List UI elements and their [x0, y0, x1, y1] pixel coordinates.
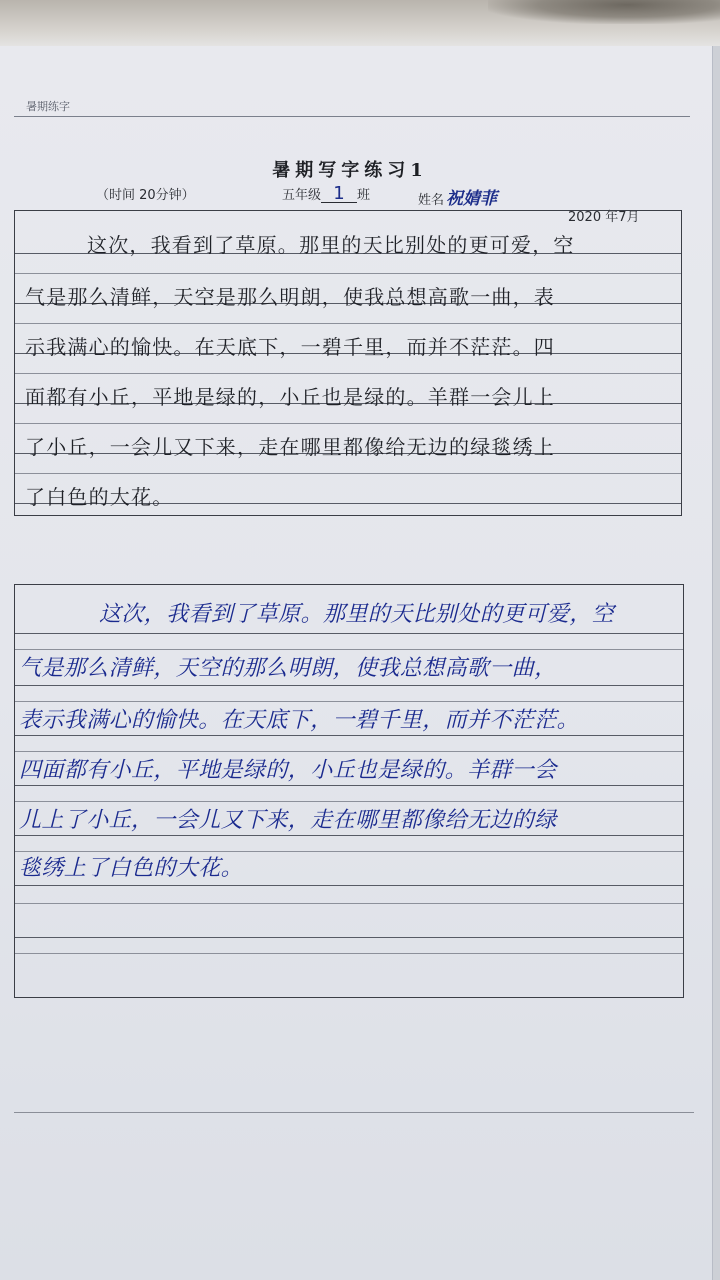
guide-line [15, 801, 683, 802]
grade-suffix: 班 [357, 188, 371, 203]
handwritten-line: 毯绣上了白色的大花。 [19, 856, 244, 881]
handwritten-passage-box [14, 584, 684, 998]
guide-line [15, 373, 681, 374]
guide-line [15, 701, 683, 702]
handwritten-line: 儿上了小丘，一会儿又下来，走在哪里都像给无边的绿 [19, 808, 557, 833]
guide-line [15, 885, 683, 886]
guide-line [15, 323, 681, 324]
guide-line [15, 735, 683, 736]
guide-line [15, 751, 683, 752]
guide-line [15, 473, 681, 474]
printed-line: 这次，我看到了草原。那里的天比别处的更可爱，空 [87, 233, 575, 257]
guide-line [15, 835, 683, 836]
guide-line [15, 649, 683, 650]
guide-line [15, 903, 683, 904]
guide-line [15, 785, 683, 786]
name-label: 姓名 [418, 193, 445, 208]
guide-line [15, 273, 681, 274]
running-title: 暑期练字 [26, 100, 70, 113]
name-value: 祝婧菲 [446, 189, 498, 209]
handwritten-line: 四面都有小丘，平地是绿的，小丘也是绿的。羊群一会 [19, 758, 557, 783]
printed-line: 示我满心的愉快。在天底下，一碧千里，而并不茫茫。四 [25, 335, 555, 359]
handwritten-line: 气是那么清鲜，天空的那么明朗，使我总想高歌一曲， [19, 656, 557, 681]
date-label: 2020 年7月 [568, 210, 640, 225]
worksheet-title: 暑期写字练习1 [272, 160, 428, 181]
background-object [488, 0, 720, 24]
background-surface [0, 0, 720, 46]
guide-line [15, 685, 683, 686]
guide-line [15, 423, 681, 424]
name-field [418, 184, 497, 209]
footer-rule [14, 1112, 694, 1113]
grade-field [282, 184, 370, 203]
printed-line: 气是那么清鲜，天空是那么明朗，使我总想高歌一曲，表 [25, 285, 555, 309]
handwritten-line: 这次，我看到了草原。那里的天比别处的更可爱，空 [99, 602, 615, 627]
guide-line [15, 937, 683, 938]
grade-value: 1 [321, 186, 357, 203]
header-rule [14, 116, 690, 117]
handwritten-line: 表示我满心的愉快。在天底下，一碧千里，而并不茫茫。 [19, 708, 580, 733]
printed-passage-box [14, 210, 682, 516]
grade-prefix: 五年级 [282, 188, 322, 203]
time-label: （时间 20分钟） [96, 188, 195, 203]
printed-line: 了小丘，一会儿又下来，走在哪里都像给无边的绿毯绣上 [25, 435, 555, 459]
printed-line: 了白色的大花。 [25, 485, 174, 509]
guide-line [15, 633, 683, 634]
printed-line: 面都有小丘，平地是绿的，小丘也是绿的。羊群一会儿上 [25, 385, 555, 409]
guide-line [15, 953, 683, 954]
